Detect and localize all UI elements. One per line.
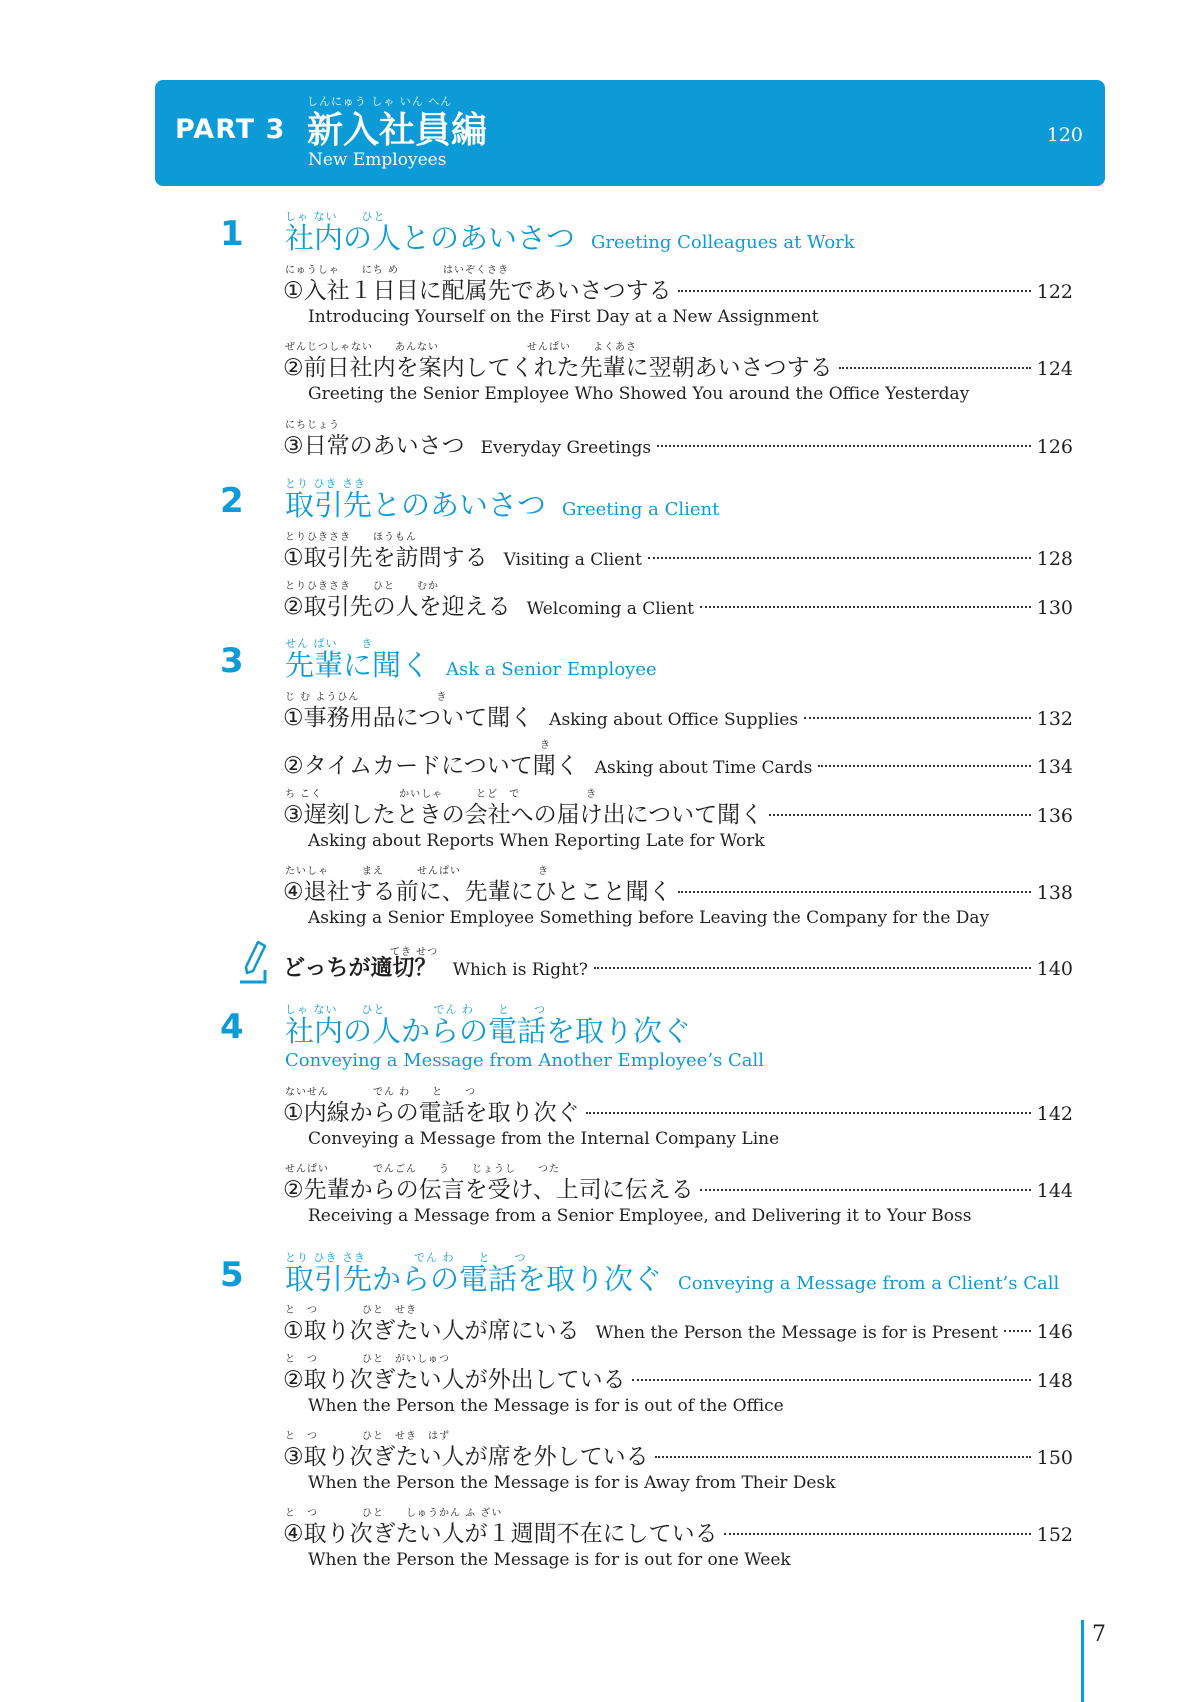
section-heading[interactable] — [285, 216, 855, 257]
item-ruby: たいしゃ まえ せんぱい き — [285, 866, 549, 877]
section-title-jp: 社内の人とのあいさつ — [285, 221, 576, 255]
entry-title-en: When the Person the Message is for is Present — [595, 1323, 998, 1343]
entry-title-en: Asking about Time Cards — [594, 758, 813, 778]
entry-title-en: Introducing Yourself on the First Day at a New Assignment — [308, 307, 819, 327]
entry-title-jp: ③取り次ぎたい人が席を外している — [283, 1444, 649, 1470]
entry-title-en: When the Person the Message is for is Away from Their Desk — [308, 1473, 836, 1493]
entry-title-en: Asking a Senior Employee Something before Leaving the Company for the Day — [308, 908, 990, 928]
toc-entry[interactable] — [283, 1515, 1073, 1548]
entry-title-jp: ①取り次ぎたい人が席にいる — [283, 1318, 580, 1344]
dot-leader — [804, 717, 1031, 719]
toc-entry[interactable] — [283, 747, 1073, 780]
entry-title-en: When the Person the Message is for is out of the Office — [308, 1396, 784, 1416]
dot-leader — [586, 1112, 1031, 1114]
entry-title-en: Everyday Greetings — [480, 438, 652, 458]
section-title-en: Ask a Senior Employee — [446, 659, 657, 680]
dot-leader — [839, 367, 1031, 369]
section-title-en: Conveying a Message from a Client’s Call — [678, 1273, 1060, 1294]
entry-page-number: 128 — [1036, 548, 1073, 570]
section-title-en: Greeting a Client — [562, 499, 720, 520]
dot-leader — [655, 1456, 1031, 1458]
entry-page-number: 134 — [1036, 756, 1073, 778]
entry-title-jp: ②前日社内を案内してくれた先輩に翌朝あいさつする — [283, 355, 833, 381]
dot-leader — [648, 557, 1031, 559]
part-title-ruby: しんにゅう しゃ いん へん — [307, 95, 453, 108]
item-ruby: ち こく かいしゃ とど で き — [285, 789, 598, 800]
section-number: 5 — [220, 1255, 244, 1295]
toc-entry[interactable] — [283, 699, 1073, 732]
section-title-en: Conveying a Message from Another Employee’s Call — [285, 1050, 765, 1071]
entry-page-number: 150 — [1036, 1447, 1073, 1469]
item-ruby: とりひきさき ひと むか — [285, 581, 439, 592]
toc-entry[interactable] — [283, 1171, 1073, 1204]
toc-entry[interactable] — [283, 588, 1073, 621]
entry-title-jp: ③日常のあいさつ — [283, 433, 465, 459]
toc-entry[interactable] — [283, 1094, 1073, 1127]
dot-leader — [678, 891, 1031, 893]
item-ruby: と つ ひと がいしゅつ — [285, 1354, 450, 1365]
part-page-number: 120 — [1046, 124, 1083, 146]
entry-title-en: Welcoming a Client — [526, 599, 695, 619]
toc-entry[interactable] — [283, 1438, 1073, 1471]
entry-title-jp: ②取り次ぎたい人が外出している — [283, 1367, 626, 1393]
section-number: 1 — [220, 214, 244, 254]
dot-leader — [700, 606, 1031, 608]
dot-leader — [657, 445, 1031, 447]
entry-title-jp: ②タイムカードについて聞く — [283, 753, 579, 779]
toc-entry[interactable] — [283, 272, 1073, 305]
dot-leader — [632, 1379, 1031, 1381]
section-title-jp: 取引先からの電話を取り次ぐ — [285, 1262, 663, 1296]
item-ruby: と つ ひと せき — [285, 1305, 417, 1316]
entry-title-en: Greeting the Senior Employee Who Showed You around the Office Yesterday — [308, 384, 970, 404]
item-ruby: ぜんじつしゃない あんない せんぱい よくあさ — [285, 342, 637, 353]
dot-leader — [678, 290, 1031, 292]
dot-leader — [818, 765, 1030, 767]
entry-title-en: Visiting a Client — [503, 550, 642, 570]
section-title-en: Greeting Colleagues at Work — [591, 232, 855, 253]
entry-title-jp: ①事務用品について聞く — [283, 705, 534, 731]
section-heading[interactable] — [285, 643, 657, 684]
entry-title-jp: ④退社する前に、先輩にひとこと聞く — [283, 879, 672, 905]
entry-title-jp: ①内線からの電話を取り次ぐ — [283, 1100, 580, 1126]
entry-title-jp: ①入社１日目に配属先であいさつする — [283, 278, 672, 304]
entry-page-number: 148 — [1036, 1370, 1073, 1392]
item-ruby: き — [540, 740, 551, 751]
item-ruby: とりひきさき ほうもん — [285, 532, 417, 543]
entry-page-number: 142 — [1036, 1103, 1073, 1125]
page-number: 7 — [1092, 1622, 1106, 1647]
entry-title-jp: ④取り次ぎたい人が１週間不在にしている — [283, 1521, 718, 1547]
entry-page-number: 144 — [1036, 1180, 1073, 1202]
toc-entry[interactable] — [283, 427, 1073, 460]
quiz-entry[interactable] — [283, 951, 1073, 982]
dot-leader — [724, 1533, 1031, 1535]
item-ruby: せんぱい でんごん う じょうし つた — [285, 1164, 560, 1175]
entry-title-jp: ③遅刻したときの会社への届け出について聞く — [283, 802, 764, 828]
section-title-jp: 先輩に聞く — [285, 648, 431, 682]
section-ruby: しゃ ない ひと — [285, 210, 386, 223]
section-title-jp: 取引先とのあいさつ — [285, 488, 547, 522]
section-number: 3 — [220, 641, 244, 681]
entry-page-number: 132 — [1036, 708, 1073, 730]
section-ruby: とり ひき さき でん わ と つ — [285, 1251, 527, 1264]
toc-entry[interactable] — [283, 796, 1073, 829]
section-number: 4 — [220, 1007, 244, 1047]
part-banner — [155, 80, 1105, 186]
entry-title-jp: ②先輩からの伝言を受け、上司に伝える — [283, 1177, 694, 1203]
entry-title-en: Asking about Office Supplies — [549, 710, 799, 730]
entry-title-jp: ②取引先の人を迎える — [283, 594, 511, 620]
part-title: 新入社員編 — [307, 110, 488, 151]
item-ruby: にゅうしゃ にち め はいぞくさき — [285, 265, 509, 276]
item-ruby: ないせん でん わ と つ — [285, 1087, 477, 1098]
toc-entry[interactable] — [283, 1312, 1073, 1345]
entry-title-en: Conveying a Message from the Internal Company Line — [308, 1129, 780, 1149]
dot-leader — [769, 814, 1031, 816]
toc-entry[interactable] — [283, 873, 1073, 906]
entry-page-number: 152 — [1036, 1524, 1073, 1546]
section-heading[interactable] — [285, 1009, 691, 1050]
section-heading[interactable] — [285, 483, 719, 524]
item-ruby: じ む ようひん き — [285, 692, 448, 703]
section-number: 2 — [220, 481, 244, 521]
entry-page-number: 126 — [1036, 436, 1073, 458]
quiz-title-en: Which is Right? — [452, 960, 588, 980]
section-ruby: しゃ ない ひと でん わ と つ — [285, 1003, 546, 1016]
entry-page-number: 136 — [1036, 805, 1073, 827]
item-ruby: と つ ひと しゅうかん ふ ざい — [285, 1508, 503, 1519]
pencil-icon — [238, 940, 268, 984]
dot-leader — [700, 1189, 1031, 1191]
dot-leader — [1004, 1330, 1031, 1332]
entry-title-jp: ①取引先を訪問する — [283, 545, 488, 571]
toc-entry[interactable] — [283, 539, 1073, 572]
part-label: PART 3 — [175, 114, 286, 145]
item-ruby: と つ ひと せき はず — [285, 1431, 450, 1442]
toc-entry[interactable] — [283, 349, 1073, 382]
entry-page-number: 140 — [1036, 958, 1073, 980]
entry-page-number: 130 — [1036, 597, 1073, 619]
quiz-ruby: てき せつ — [390, 947, 439, 958]
section-title-jp: 社内の人からの電話を取り次ぐ — [285, 1014, 692, 1048]
toc-entry[interactable] — [283, 1361, 1073, 1394]
entry-page-number: 138 — [1036, 882, 1073, 904]
item-ruby: にちじょう — [285, 420, 340, 431]
entry-title-en: Asking about Reports When Reporting Late for Work — [308, 831, 765, 851]
entry-title-en: When the Person the Message is for is out for one Week — [308, 1550, 791, 1570]
section-heading[interactable] — [285, 1257, 1059, 1298]
quiz-title-jp: どっちが適切？ — [283, 956, 437, 981]
entry-title-en: Receiving a Message from a Senior Employee, and Delivering it to Your Boss — [308, 1206, 972, 1226]
section-ruby: とり ひき さき — [285, 477, 366, 490]
dot-leader — [594, 967, 1031, 969]
section-ruby: せん ぱい き — [285, 637, 374, 650]
entry-page-number: 122 — [1036, 281, 1073, 303]
page-number-rule — [1081, 1620, 1084, 1702]
entry-page-number: 124 — [1036, 358, 1073, 380]
entry-page-number: 146 — [1036, 1321, 1073, 1343]
part-subtitle: New Employees — [308, 150, 447, 170]
